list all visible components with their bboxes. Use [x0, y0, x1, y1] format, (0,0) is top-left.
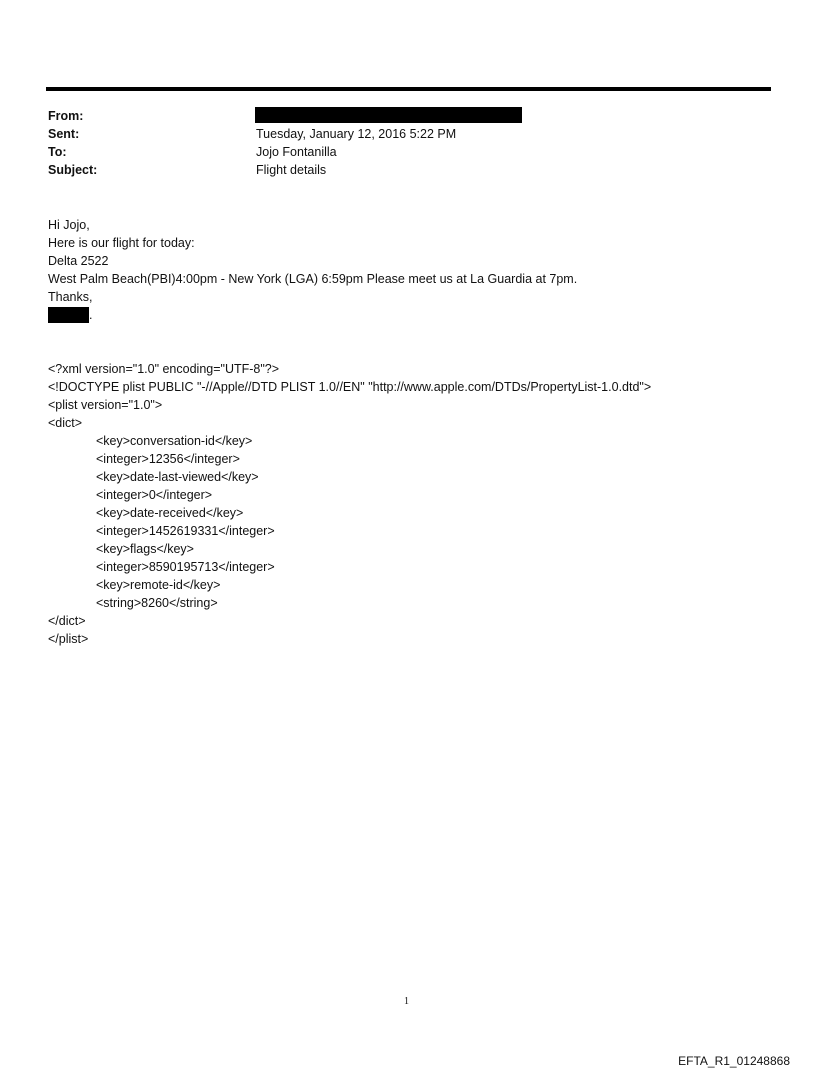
xml-line: <integer>12356</integer>: [96, 452, 240, 466]
header-rule: [46, 87, 771, 91]
to-label: To:: [48, 145, 67, 159]
xml-line: <integer>1452619331</integer>: [96, 524, 275, 538]
subject-label: Subject:: [48, 163, 98, 177]
xml-line: </dict>: [48, 614, 86, 628]
xml-line: <plist version="1.0">: [48, 398, 163, 412]
from-label: From:: [48, 109, 84, 123]
sent-value: Tuesday, January 12, 2016 5:22 PM: [256, 127, 457, 141]
body-line: Thanks,: [48, 290, 93, 304]
xml-line: <key>date-received</key>: [96, 506, 244, 520]
xml-line: <key>date-last-viewed</key>: [96, 470, 259, 484]
xml-line: <key>flags</key>: [96, 542, 194, 556]
signature-redaction: [48, 307, 89, 323]
bates-number: EFTA_R1_01248868: [678, 1054, 790, 1068]
body-line: Delta 2522: [48, 254, 109, 268]
xml-line: <integer>0</integer>: [96, 488, 213, 502]
xml-line: <key>conversation-id</key>: [96, 434, 253, 448]
to-value: Jojo Fontanilla: [256, 145, 337, 159]
xml-line: <!DOCTYPE plist PUBLIC "-//Apple//DTD PLIST 1.0//EN" "http://www.apple.com/DTDs/PropertyList-1.0.dtd">: [48, 380, 652, 394]
xml-line: </plist>: [48, 632, 89, 646]
xml-line: <key>remote-id</key>: [96, 578, 221, 592]
from-value-redaction: [255, 107, 522, 123]
xml-line: <integer>8590195713</integer>: [96, 560, 275, 574]
xml-line: <dict>: [48, 416, 83, 430]
body-line: West Palm Beach(PBI)4:00pm - New York (LGA) 6:59pm Please meet us at La Guardia at 7pm.: [48, 272, 578, 286]
page-number: 1: [404, 996, 409, 1007]
sent-label: Sent:: [48, 127, 80, 141]
xml-line: <?xml version="1.0" encoding="UTF-8"?>: [48, 362, 280, 376]
body-line: Here is our flight for today:: [48, 236, 195, 250]
subject-value: Flight details: [256, 163, 327, 177]
xml-line: <string>8260</string>: [96, 596, 218, 610]
body-line: Hi Jojo,: [48, 218, 90, 232]
signature-suffix: .: [89, 308, 93, 322]
